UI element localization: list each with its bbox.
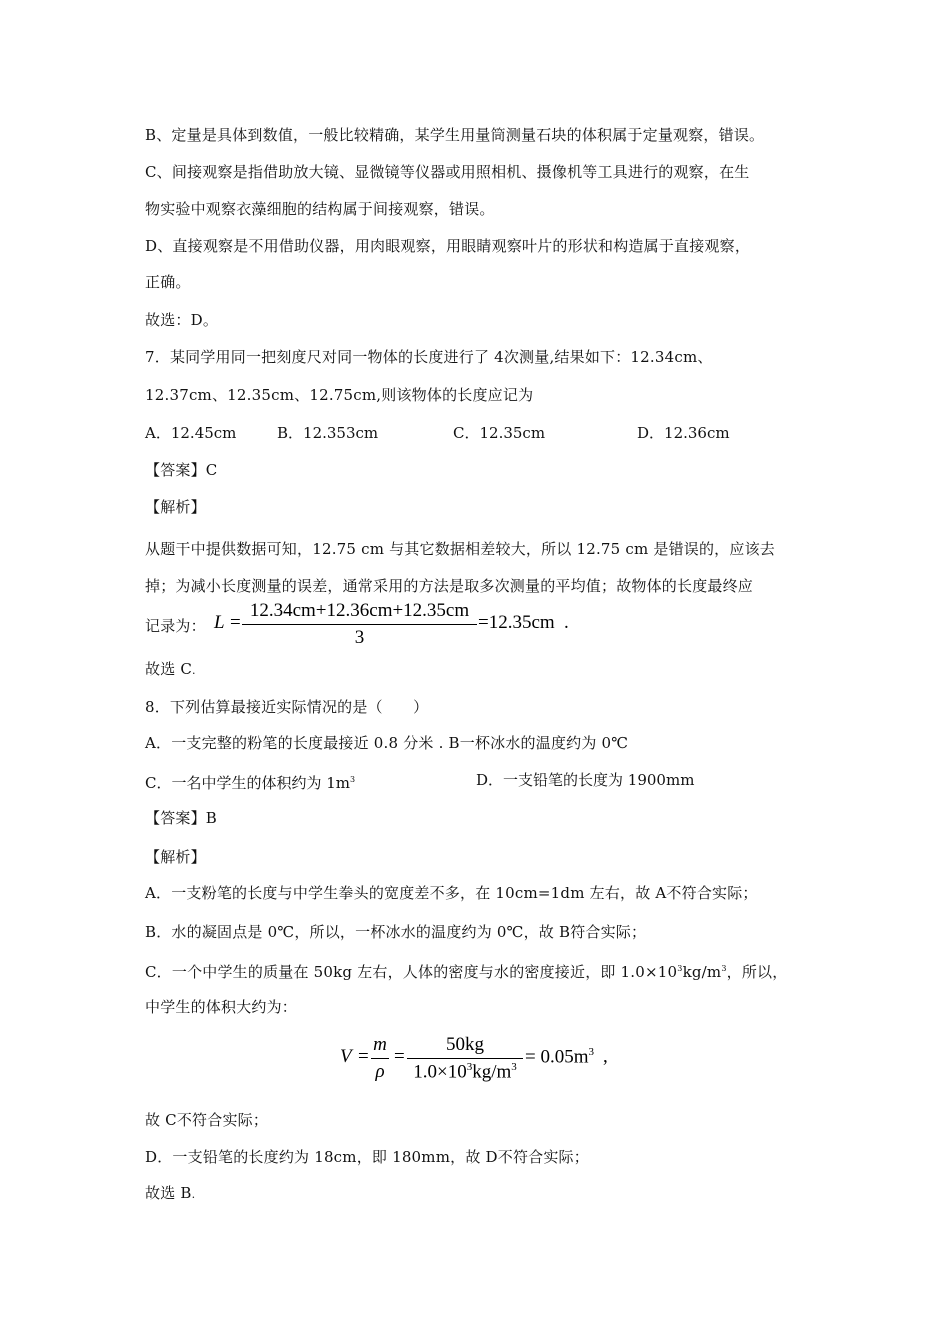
analysis-label: 【解析】 — [145, 498, 206, 516]
analysis-label: 【解析】 — [145, 848, 206, 866]
formula-fraction-m-rho — [371, 1034, 389, 1083]
formula-denominator: 3 — [354, 627, 365, 648]
question-7: 7．某同学用同一把刻度尺对同一物体的长度进行了 4次测量,结果如下：12.34cm、 — [145, 348, 713, 366]
text-line: 记录为： — [145, 617, 206, 635]
text-line: 从题干中提供数据可知，12.75 cm 与其它数据相差较大，所以 12.75 cm 是错误的，应该去 — [145, 540, 775, 558]
formula-comma: , — [603, 1046, 608, 1067]
formula-denominator — [407, 1061, 523, 1083]
q7-option-d: D．12.36cm — [637, 424, 730, 442]
den-exponent: 3 — [466, 1061, 473, 1073]
formula-fraction — [242, 600, 477, 649]
text-line — [145, 659, 196, 681]
formula-var-v: V — [340, 1046, 352, 1067]
text-span: 故选 C — [145, 660, 193, 678]
den-part: 1.0×10 — [413, 1061, 467, 1083]
q8-option-d: D．一支铅笔的长度为 1900mm — [476, 771, 695, 789]
text-span: 故选 B — [145, 1184, 192, 1202]
period: . — [192, 664, 196, 677]
answer-label: 【答案】B — [145, 809, 218, 827]
text-line: 12.37cm、12.35cm、12.75cm,则该物体的长度应记为 — [145, 386, 534, 404]
result-exponent: 3 — [588, 1046, 594, 1058]
formula-period: . — [564, 612, 569, 633]
text-line: B．水的凝固点是 0℃，所以，一杯冰水的温度约为 0℃，故 B符合实际； — [145, 923, 647, 941]
text-line: 物实验中观察衣藻细胞的结构属于间接观察，错误。 — [145, 200, 495, 218]
text-line — [145, 1183, 195, 1205]
q7-option-a: A．12.45cm — [145, 424, 237, 442]
formula-equals: = — [230, 612, 241, 633]
answer-label: 【答案】C — [145, 461, 218, 479]
text-line — [145, 959, 787, 982]
text-line: 故 C不符合实际； — [145, 1111, 269, 1129]
formula-numerator: 12.34cm+12.36cm+12.35cm — [249, 600, 470, 621]
formula-var-rho: ρ — [375, 1061, 385, 1082]
q7-option-b: B．12.353cm — [277, 424, 379, 442]
text-line: 正确。 — [145, 273, 191, 291]
text-span: ，所以， — [726, 963, 788, 981]
formula-result: =12.35cm — [478, 612, 555, 633]
formula-result — [525, 1046, 594, 1068]
question-8: 8．下列估算最接近实际情况的是（ ） — [145, 698, 429, 716]
text-line: A．一支粉笔的长度与中学生拳头的宽度差不多，在 10cm=1dm 左右，故 A不符合实际； — [145, 884, 758, 902]
text-line: 故选：D。 — [145, 311, 219, 329]
formula-var-l: L — [214, 612, 225, 633]
text-line: D．一支铅笔的长度约为 18cm，即 180mm，故 D不符合实际； — [145, 1148, 589, 1166]
q7-option-c: C．12.35cm — [453, 424, 546, 442]
superscript: 3 — [350, 775, 356, 784]
superscript: 3 — [677, 964, 683, 973]
formula-numerator: 50kg — [446, 1034, 484, 1055]
den-exponent: 3 — [511, 1061, 517, 1073]
den-part: kg/m — [472, 1061, 512, 1083]
text-span: C．一个中学生的质量在 50kg 左右，人体的密度与水的密度接近，即 1.0×10 — [145, 963, 678, 981]
text-line: A．一支完整的粉笔的长度最接近 0.8 分米 . B一杯冰水的温度约为 0℃ — [145, 734, 629, 752]
q8-option-c — [145, 770, 355, 793]
text-line: C、间接观察是指借助放大镜、显微镜等仪器或用照相机、摄像机等工具进行的观察，在生 — [145, 163, 750, 181]
period: . — [191, 1188, 196, 1201]
text-line: B、定量是具体到数值，一般比较精确，某学生用量筒测量石块的体积属于定量观察，错误。 — [145, 126, 765, 144]
formula-equals: = — [394, 1046, 405, 1067]
formula-var-m: m — [373, 1034, 387, 1055]
text-line: 中学生的体积大约为： — [145, 998, 298, 1016]
formula-equals: = — [358, 1046, 369, 1067]
text-span: kg/m — [682, 963, 722, 981]
text-line: 掉；为减小长度测量的误差，通常采用的方法是取多次测量的平均值；故物体的长度最终应 — [145, 577, 754, 595]
superscript: 3 — [721, 964, 727, 973]
text-span: C．一名中学生的体积约为 1m — [145, 774, 351, 792]
formula-fraction-main — [407, 1034, 523, 1083]
result-part: = 0.05m — [525, 1046, 589, 1068]
text-line: D、直接观察是不用借助仪器，用肉眼观察，用眼睛观察叶片的形状和构造属于直接观察， — [145, 237, 751, 255]
